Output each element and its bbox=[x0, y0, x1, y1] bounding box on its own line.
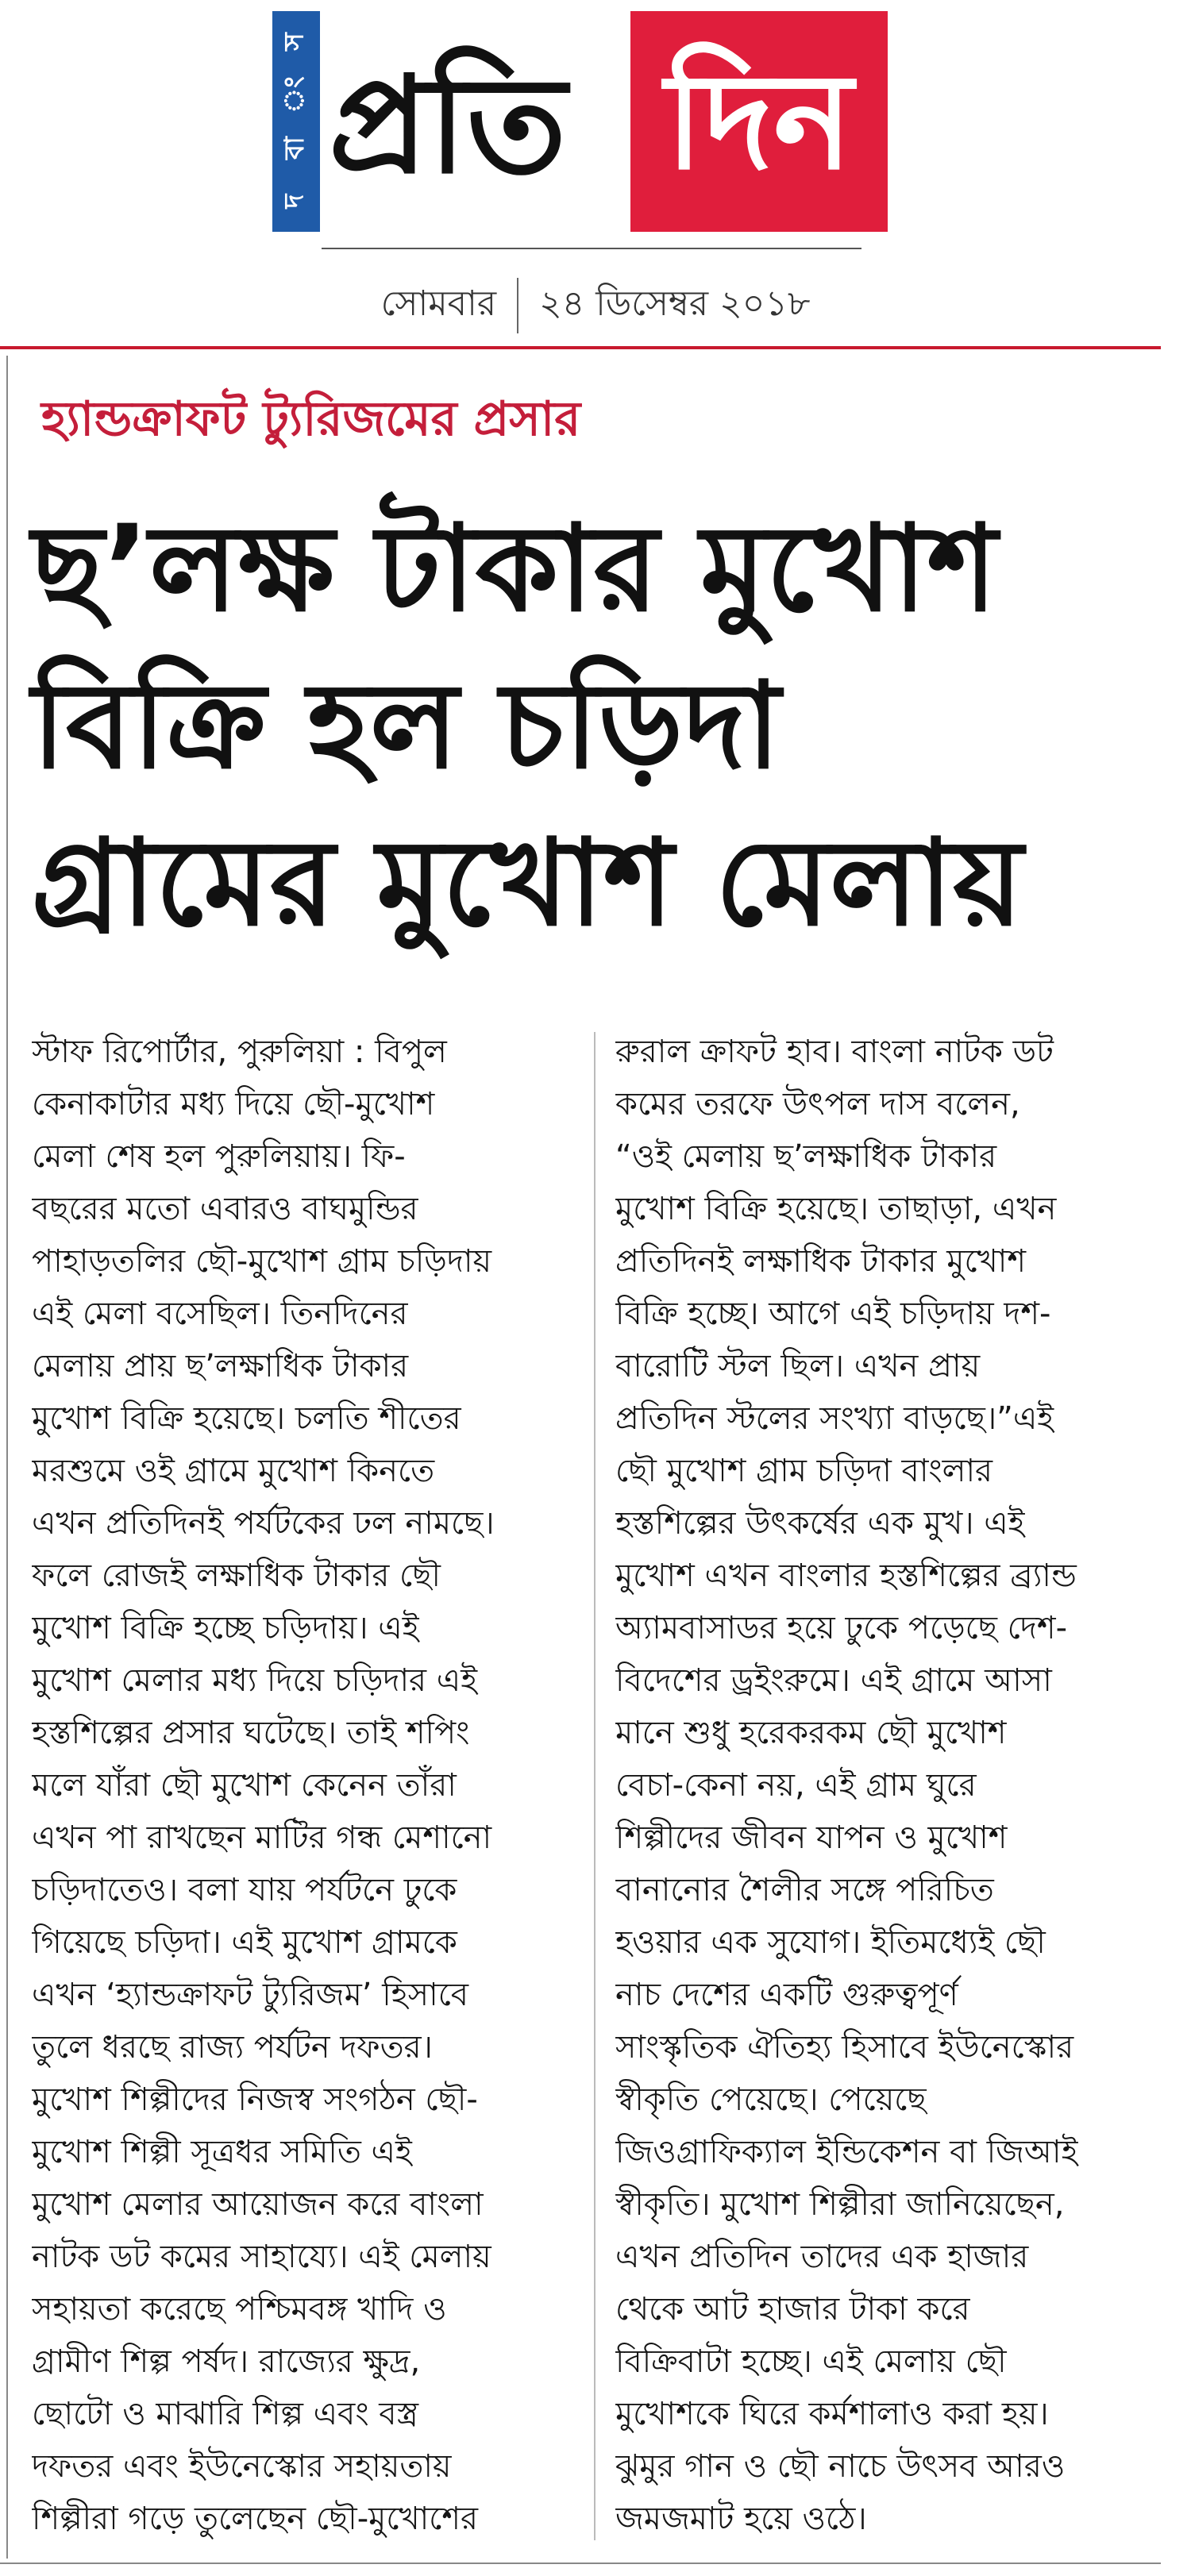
dateline-separator bbox=[517, 278, 518, 333]
article-line: জিওগ্রাফিক্যাল ইন্ডিকেশন বা জিআই bbox=[615, 2134, 1078, 2170]
article-line: তুলে ধরছে রাজ্য পর্যটন দফতর। bbox=[32, 2029, 433, 2066]
article-line: এই মেলা বসেছিল। তিনদিনের bbox=[32, 1296, 408, 1332]
masthead-side-char: দ bbox=[278, 194, 310, 209]
article-line: মলে যাঁরা ছৌ মুখোশ কেনেন তাঁরা bbox=[32, 1767, 457, 1804]
article-line: মুখোশ মেলার মধ্য দিয়ে চড়িদার এই bbox=[32, 1662, 477, 1699]
article-line: হস্তশিল্পের প্রসার ঘটেছে। তাই শপিং bbox=[32, 1715, 470, 1751]
article-line: বিদেশের ড্রইংরুমে। এই গ্রামে আসা bbox=[615, 1662, 1052, 1699]
article-line: মানে শুধু হরেকরকম ছৌ মুখোশ bbox=[615, 1715, 1007, 1751]
article-line: হস্তশিল্পের উৎকর্ষের এক মুখ। এই bbox=[615, 1505, 1025, 1542]
dateline-date: ২৪ ডিসেম্বর ২০১৮ bbox=[539, 283, 811, 324]
article-line: অ্যামবাসাডর হয়ে ঢুকে পড়েছে দেশ- bbox=[615, 1610, 1068, 1646]
article-line: শিল্পীরা গড়ে তুলেছেন ছৌ-মুখোশের bbox=[32, 2501, 479, 2537]
article-line: দফতর এবং ইউনেস্কোর সহায়তায় bbox=[32, 2448, 452, 2485]
divider bbox=[0, 2563, 1161, 2564]
article-line: জমজমাট হয়ে ওঠে। bbox=[615, 2501, 867, 2537]
article-line: মুখোশ বিক্রি হয়েছে। চলতি শীতের bbox=[32, 1400, 461, 1437]
divider bbox=[0, 346, 1161, 349]
article-line: থেকে আট হাজার টাকা করে bbox=[615, 2291, 970, 2328]
dateline bbox=[0, 274, 1191, 337]
article-line: মুখোশ এখন বাংলার হস্তশিল্পের ব্র্যান্ড bbox=[615, 1558, 1077, 1594]
article-line: ঝুমুর গান ও ছৌ নাচে উৎসব আরও bbox=[615, 2448, 1066, 2485]
article-line: নাটক ডট কমের সাহায্যে। এই মেলায় bbox=[32, 2239, 491, 2275]
masthead-side-char: বা bbox=[278, 137, 310, 160]
article-line: মুখোশ শিল্পীদের নিজস্ব সংগঠন ছৌ- bbox=[32, 2081, 478, 2118]
article-line: মুখোশ বিক্রি হচ্ছে চড়িদায়। এই bbox=[32, 1610, 419, 1646]
masthead-side-label bbox=[272, 11, 320, 232]
article-line: এখন পা রাখছেন মাটির গন্ধ মেশানো bbox=[32, 1819, 492, 1856]
article-line: প্রতিদিন স্টলের সংখ্যা বাড়ছে।”এই bbox=[615, 1400, 1054, 1437]
article-line: স্বীকৃতি। মুখোশ শিল্পীরা জানিয়েছেন, bbox=[615, 2186, 1065, 2223]
article-line: মুখোশ বিক্রি হয়েছে। তাছাড়া, এখন bbox=[615, 1191, 1057, 1227]
article-line: সাংস্কৃতিক ঐতিহ্য হিসাবে ইউনেস্কোর bbox=[615, 2029, 1074, 2066]
article-line: প্রতিদিনই লক্ষাধিক টাকার মুখোশ bbox=[615, 1243, 1027, 1280]
article-line: কমের তরফে উৎপল দাস বলেন, bbox=[615, 1086, 1020, 1122]
article-line: বেচা-কেনা নয়, এই গ্রাম ঘুরে bbox=[615, 1767, 977, 1804]
masthead-side-char: স bbox=[278, 33, 310, 51]
article-line: মরশুমে ওই গ্রামে মুখোশ কিনতে bbox=[32, 1453, 435, 1489]
column-divider bbox=[594, 1032, 596, 2540]
article-line: এখন ‘হ্যান্ডক্রাফট ট্যুরিজম’ হিসাবে bbox=[32, 1977, 469, 2013]
article-line: ফলে রোজই লক্ষাধিক টাকার ছৌ bbox=[32, 1558, 441, 1594]
article-line: নাচ দেশের একটি গুরুত্বপূর্ণ bbox=[615, 1977, 958, 2013]
dateline-day: সোমবার bbox=[380, 283, 497, 324]
divider bbox=[6, 356, 8, 2559]
article-line: এখন প্রতিদিন তাদের এক হাজার bbox=[615, 2239, 1029, 2275]
article-line: “ওই মেলায় ছ’লক্ষাধিক টাকার bbox=[615, 1138, 997, 1175]
masthead-name-black: প্রতি bbox=[329, 48, 567, 203]
article-line: মুখোশকে ঘিরে কর্মশালাও করা হয়। bbox=[615, 2396, 1049, 2432]
masthead-side-char: ং bbox=[278, 76, 310, 114]
article-line: স্বীকৃতি পেয়েছে। পেয়েছে bbox=[615, 2081, 927, 2118]
headline-line: গ্রামের মুখোশ মেলায় bbox=[32, 814, 1023, 953]
article-line: চড়িদাতেও। বলা যায় পর্যটনে ঢুকে bbox=[32, 1872, 457, 1908]
article-line: গ্রামীণ শিল্প পর্ষদ। রাজ্যের ক্ষুদ্র, bbox=[32, 2343, 421, 2380]
article-line: ছৌ মুখোশ গ্রাম চড়িদা বাংলার bbox=[615, 1453, 993, 1489]
article-line: মেলায় প্রায় ছ’লক্ষাধিক টাকার bbox=[32, 1348, 409, 1384]
article-line: সহায়তা করেছে পশ্চিমবঙ্গ খাদি ও bbox=[32, 2291, 447, 2328]
article-headline bbox=[32, 491, 1167, 962]
article-line: গিয়েছে চড়িদা। এই মুখোশ গ্রামকে bbox=[32, 1924, 457, 1961]
article-line: রুরাল ক্রাফট হাব। বাংলা নাটক ডট bbox=[615, 1034, 1054, 1070]
article-line: পাহাড়তলির ছৌ-মুখোশ গ্রাম চড়িদায় bbox=[32, 1243, 492, 1280]
article-line: বছরের মতো এবারও বাঘমুন্ডির bbox=[32, 1191, 418, 1227]
article-line: বিক্রিবাটা হচ্ছে। এই মেলায় ছৌ bbox=[615, 2343, 1007, 2380]
headline-line: ছ’লক্ষ টাকার মুখোশ bbox=[32, 500, 998, 638]
masthead-name-red: দিন bbox=[630, 11, 888, 232]
masthead bbox=[0, 11, 1191, 249]
article-column-left bbox=[32, 1026, 580, 2574]
article-line: বানানোর শৈলীর সঙ্গে পরিচিত bbox=[615, 1872, 994, 1908]
article-line: শিল্পীদের জীবন যাপন ও মুখোশ bbox=[615, 1819, 1008, 1856]
headline-line: বিক্রি হল চড়িদা bbox=[32, 657, 781, 795]
article-kicker: হ্যান্ডক্রাফট ট্যুরিজমের প্রসার bbox=[41, 391, 581, 447]
article-line: বিক্রি হচ্ছে। আগে এই চড়িদায় দশ- bbox=[615, 1296, 1051, 1332]
article-line: এখন প্রতিদিনই পর্যটকের ঢল নামছে। bbox=[32, 1505, 495, 1542]
divider bbox=[322, 248, 861, 249]
article-line: মুখোশ মেলার আয়োজন করে বাংলা bbox=[32, 2186, 484, 2223]
article-line: স্টাফ রিপোর্টার, পুরুলিয়া : বিপুল bbox=[32, 1034, 447, 1070]
article-line: হওয়ার এক সুযোগ। ইতিমধ্যেই ছৌ bbox=[615, 1924, 1046, 1961]
article-line: বারোটি স্টল ছিল। এখন প্রায় bbox=[615, 1348, 981, 1384]
article-column-right bbox=[615, 1026, 1171, 2574]
article-line: কেনাকাটার মধ্য দিয়ে ছৌ-মুখোশ bbox=[32, 1086, 435, 1122]
article-line: মুখোশ শিল্পী সূত্রধর সমিতি এই bbox=[32, 2134, 412, 2170]
article-line: ছোটো ও মাঝারি শিল্প এবং বস্ত্র bbox=[32, 2396, 419, 2432]
article-line: মেলা শেষ হল পুরুলিয়ায়। ফি- bbox=[32, 1138, 406, 1175]
